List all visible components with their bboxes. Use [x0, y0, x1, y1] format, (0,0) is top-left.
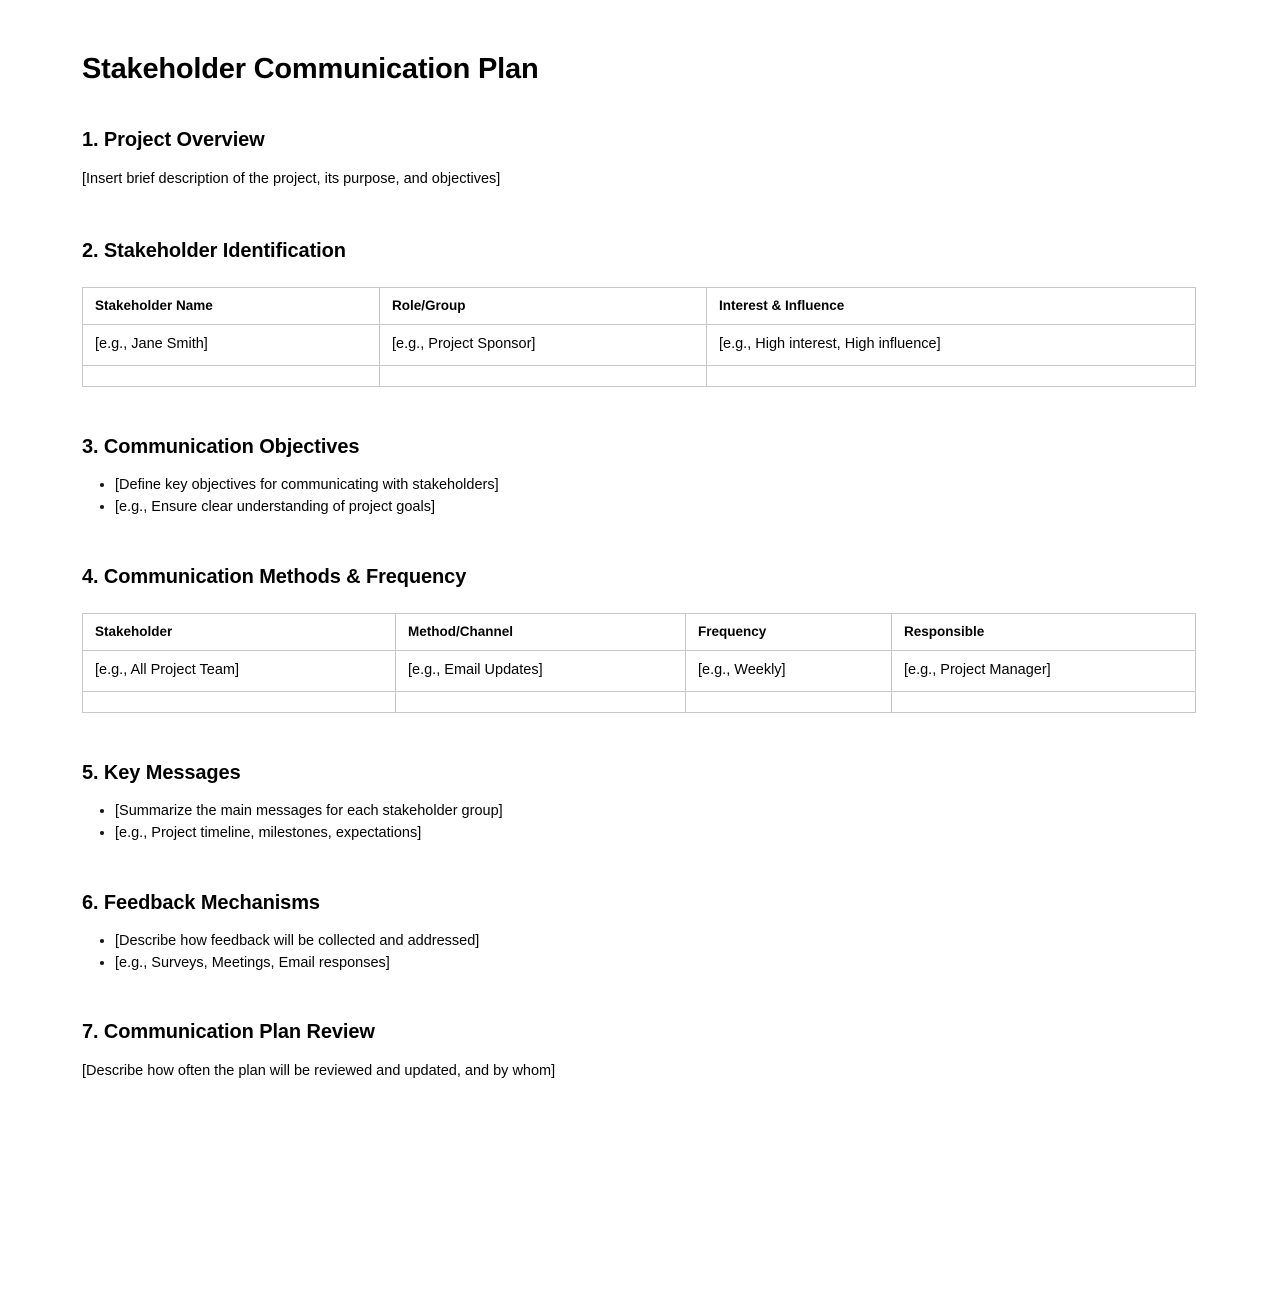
table-row[interactable]: [83, 325, 1196, 366]
project-overview-text: [Insert brief description of the project, its purpose, and objectives]: [82, 171, 501, 188]
section-communication-objectives: [82, 435, 1194, 518]
cell-interest-influence[interactable]: [707, 365, 1196, 386]
section-communication-plan-review: [82, 1020, 1194, 1082]
list-item: [e.g., Surveys, Meetings, Email responses]: [115, 953, 1194, 974]
list-item: [e.g., Ensure clear understanding of project goals]: [115, 497, 1194, 518]
stakeholder-identification-table: [82, 287, 1196, 387]
table-row[interactable]: [83, 650, 1196, 691]
key-messages-list: [82, 801, 1194, 844]
list-item: [Describe how feedback will be collected and addressed]: [115, 931, 1194, 952]
communication-plan-review-text: [Describe how often the plan will be reviewed and updated, and by whom]: [82, 1062, 556, 1079]
cell-responsible[interactable]: [892, 691, 1196, 712]
feedback-mechanisms-list: [82, 931, 1194, 974]
cell-stakeholder-name[interactable]: [e.g., Jane Smith]: [83, 325, 380, 366]
section-key-messages: [82, 761, 1194, 844]
column-header-role-group: Role/Group: [380, 287, 707, 324]
section-heading-stakeholder-identification: 2. Stakeholder Identification: [82, 239, 346, 262]
column-header-stakeholder: Stakeholder: [83, 613, 396, 650]
column-header-method-channel: Method/Channel: [396, 613, 686, 650]
section-feedback-mechanisms: [82, 891, 1194, 974]
cell-role-group[interactable]: [380, 365, 707, 386]
cell-interest-influence[interactable]: [e.g., High interest, High influence]: [707, 325, 1196, 366]
section-heading-communication-plan-review: 7. Communication Plan Review: [82, 1020, 375, 1043]
cell-frequency[interactable]: [686, 691, 892, 712]
section-heading-key-messages: 5. Key Messages: [82, 761, 241, 784]
list-item: [Define key objectives for communicating with stakeholders]: [115, 475, 1194, 496]
table-header-row: [83, 287, 1196, 324]
cell-method-channel[interactable]: [e.g., Email Updates]: [396, 650, 686, 691]
list-item: [e.g., Project timeline, milestones, expectations]: [115, 823, 1194, 844]
cell-role-group[interactable]: [e.g., Project Sponsor]: [380, 325, 707, 366]
page-title: Stakeholder Communication Plan: [82, 53, 539, 85]
column-header-frequency: Frequency: [686, 613, 892, 650]
table-header-row: [83, 613, 1196, 650]
section-heading-project-overview: 1. Project Overview: [82, 129, 265, 152]
section-stakeholder-identification: [82, 239, 1194, 387]
list-item: [Summarize the main messages for each stakeholder group]: [115, 801, 1194, 822]
section-heading-communication-objectives: 3. Communication Objectives: [82, 435, 360, 458]
cell-stakeholder[interactable]: [83, 691, 396, 712]
section-project-overview: [82, 128, 1194, 190]
cell-frequency[interactable]: [e.g., Weekly]: [686, 650, 892, 691]
section-communication-methods: [82, 565, 1194, 713]
communication-objectives-list: [82, 475, 1194, 518]
cell-stakeholder-name[interactable]: [83, 365, 380, 386]
table-row[interactable]: [83, 365, 1196, 386]
cell-stakeholder[interactable]: [e.g., All Project Team]: [83, 650, 396, 691]
column-header-stakeholder-name: Stakeholder Name: [83, 287, 380, 324]
communication-methods-table: [82, 613, 1196, 713]
table-row[interactable]: [83, 691, 1196, 712]
column-header-interest-influence: Interest & Influence: [707, 287, 1196, 324]
section-heading-communication-methods: 4. Communication Methods & Frequency: [82, 565, 467, 588]
section-heading-feedback-mechanisms: 6. Feedback Mechanisms: [82, 891, 320, 914]
cell-method-channel[interactable]: [396, 691, 686, 712]
column-header-responsible: Responsible: [892, 613, 1196, 650]
cell-responsible[interactable]: [e.g., Project Manager]: [892, 650, 1196, 691]
